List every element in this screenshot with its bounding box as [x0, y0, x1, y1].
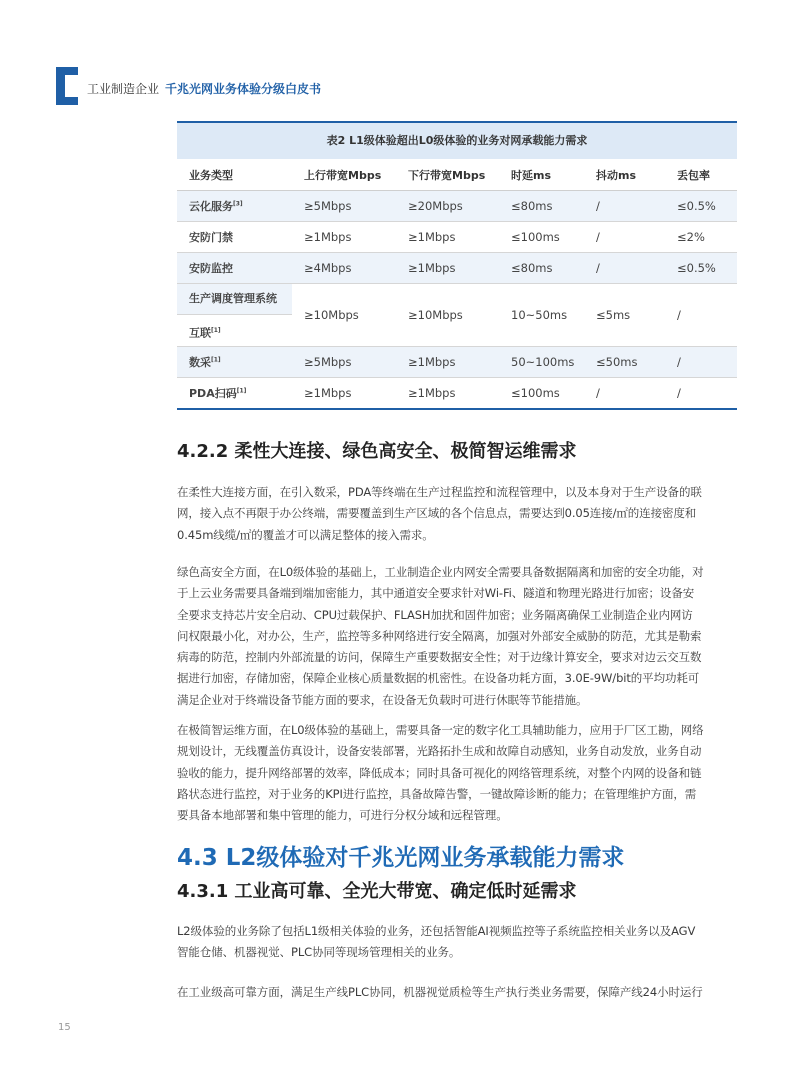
group-type-cell: [177, 284, 292, 347]
group-label: 生产调度管理系统: [177, 284, 292, 315]
citation: [1]: [236, 387, 247, 395]
loss-cell: /: [665, 284, 737, 347]
col-header: 时延ms: [499, 159, 584, 191]
col-header: 业务类型: [177, 159, 292, 191]
table-row: [177, 222, 737, 253]
loss-cell: ≤0.5%: [665, 253, 737, 284]
citation: [1]: [211, 327, 221, 334]
service-type: 安防门禁: [177, 222, 292, 253]
table-title: 表2 L1级体验超出L0级体验的业务对网承载能力需求: [177, 121, 737, 159]
latency-cell: ≤80ms: [499, 191, 584, 222]
paragraph: 绿色高安全方面，在L0级体验的基础上，工业制造企业内网安全需要具备数据隔离和加密的安全功能，对 于上云业务需要具备端到端加密能力，其中通道安全要求针对Wi-Fi、隧道和物理光路进行加密；设备安 全要求支持芯片安全启动、CPU过载保护、FLASH加扰和固件加密；业务隔离确保工业制造企业内网访 问权限最小化，对办公，生产，监控等多种网络进行安全隔离，加强对外部安全威胁的防范，尤其是勒索 病毒的防范，控制内外部流量的访问，保障生产重要数据安全性；对于边缘计算安全，要求对边云交互数 据进行加密，存储加密，保障企业核心质量数据的机密性。在设备功耗方面，3.0E-9W/bit的平均功耗可 满足企业对于终端设备节能方面的要求，在设备无负载时可进行休眠等节能措施。: [177, 565, 704, 707]
col-header: 上行带宽Mbps: [292, 159, 396, 191]
jitter-cell: ≤50ms: [584, 347, 665, 378]
uplink-cell: ≥1Mbps: [292, 222, 396, 253]
paragraph: 在柔性大连接方面，在引入数采，PDA等终端在生产过程监控和流程管理中，以及本身对于生产设备的联 网，接入点不再限于办公终端，需要覆盖到生产区域的各个信息点，需要达到0.05连接/㎡的连接密度和 0.45m线缆/㎡的覆盖才可以满足整体的接入需求。: [177, 485, 702, 542]
loss-cell: ≤2%: [665, 222, 737, 253]
loss-cell: /: [665, 347, 737, 378]
loss-cell: ≤0.5%: [665, 191, 737, 222]
paragraph: 在极简智运维方面，在L0级体验的基础上，需要具备一定的数字化工具辅助能力，应用于厂区工勘，网络 规划设计，无线覆盖仿真设计，设备安装部署，光路拓扑生成和故障自动感知，业务自动发放，业务自动 验收的能力，提升网络部署的效率，降低成本；同时具备可视化的网络管理系统，对整个内网的设备和链 路状态进行监控，对于业务的KPI进行监控，具备故障告警，一键故障诊断的能力；在管理维护方面，需 要具备本地部署和集中管理的能力，可进行分权分域和远程管理。: [177, 723, 704, 823]
uplink-cell: ≥1Mbps: [292, 378, 396, 410]
header-company: 工业制造企业: [87, 82, 160, 96]
brand-logo-mark: [56, 67, 78, 105]
service-type: 云化服务[3]: [177, 191, 292, 222]
downlink-cell: ≥1Mbps: [396, 378, 499, 410]
uplink-cell: ≥10Mbps: [292, 284, 396, 347]
service-type: PDA扫码[1]: [177, 378, 292, 410]
latency-cell: ≤100ms: [499, 222, 584, 253]
section-heading-4-3: 4.3 L2级体验对千兆光网业务承载能力需求: [177, 845, 625, 871]
service-type: 互联[1]: [189, 326, 221, 340]
jitter-cell: /: [584, 191, 665, 222]
header-report-title: 千兆光网业务体验分级白皮书: [165, 82, 322, 96]
running-header: [87, 80, 321, 97]
service-type: 数采[1]: [177, 347, 292, 378]
table-row-group: [177, 284, 737, 347]
page-number: 15: [58, 1022, 71, 1033]
downlink-cell: ≥1Mbps: [396, 222, 499, 253]
citation: [3]: [233, 200, 243, 208]
citation: [1]: [211, 356, 221, 364]
downlink-cell: ≥10Mbps: [396, 284, 499, 347]
section-heading-4-2-2: 4.2.2 柔性大连接、绿色高安全、极简智运维需求: [177, 441, 577, 462]
col-header: 丢包率: [665, 159, 737, 191]
service-type: 安防监控: [177, 253, 292, 284]
table-header-row: [177, 159, 737, 191]
paragraph: L2级体验的业务除了包括L1级相关体验的业务，还包括智能AI视频监控等子系统监控相关业务以及AGV 智能仓储、机器视觉、PLC协同等现场管理相关的业务。: [177, 924, 696, 960]
uplink-cell: ≥4Mbps: [292, 253, 396, 284]
uplink-cell: ≥5Mbps: [292, 347, 396, 378]
latency-cell: ≤80ms: [499, 253, 584, 284]
jitter-cell: ≤5ms: [584, 284, 665, 347]
uplink-cell: ≥5Mbps: [292, 191, 396, 222]
col-header: 下行带宽Mbps: [396, 159, 499, 191]
table-row: [177, 191, 737, 222]
requirements-table: [177, 121, 737, 410]
table-row: [177, 378, 737, 410]
jitter-cell: /: [584, 378, 665, 410]
latency-cell: 10~50ms: [499, 284, 584, 347]
downlink-cell: ≥1Mbps: [396, 347, 499, 378]
latency-cell: ≤100ms: [499, 378, 584, 410]
downlink-cell: ≥1Mbps: [396, 253, 499, 284]
downlink-cell: ≥20Mbps: [396, 191, 499, 222]
table-row: [177, 347, 737, 378]
jitter-cell: /: [584, 222, 665, 253]
loss-cell: /: [665, 378, 737, 410]
paragraph: 在工业级高可靠方面，满足生产线PLC协同，机器视觉质检等生产执行类业务需要，保障产线24小时运行: [177, 985, 703, 999]
col-header: 抖动ms: [584, 159, 665, 191]
jitter-cell: /: [584, 253, 665, 284]
section-heading-4-3-1: 4.3.1 工业高可靠、全光大带宽、确定低时延需求: [177, 881, 577, 902]
table-row: [177, 253, 737, 284]
latency-cell: 50~100ms: [499, 347, 584, 378]
